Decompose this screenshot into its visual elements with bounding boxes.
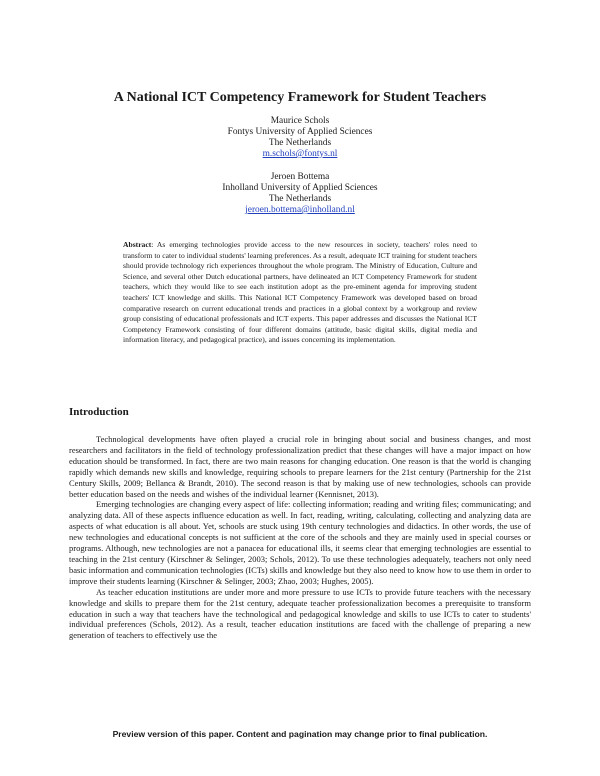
author-name: Maurice Schols bbox=[270, 116, 330, 126]
section-heading-introduction: Introduction bbox=[69, 406, 129, 418]
paragraph: As teacher education institutions are under more and more pressure to use ICTs to provide future teachers with the necessary knowledge and skills to prepare them for the 21st century, adequate teacher professionalization becomes a prerequisite to transform education in such a way that teachers have the technological and pedagogical knowledge and skills to use ICTs to cater to students' individual preferences (Schols, 2012). As a result, teacher education institutions are faced with the challenge of preparing a new generation of teachers to effectively use the bbox=[69, 586, 531, 641]
author-country: The Netherlands bbox=[268, 194, 332, 204]
abstract-label: Abstract bbox=[123, 240, 152, 249]
author-email-link[interactable]: m.schols@fontys.nl bbox=[262, 149, 338, 159]
author-name: Jeroen Bottema bbox=[270, 172, 330, 182]
author-affiliation: Inholland University of Applied Sciences bbox=[222, 183, 378, 193]
author-email-link[interactable]: jeroen.bottema@inholland.nl bbox=[245, 205, 355, 215]
author-country: The Netherlands bbox=[268, 138, 332, 148]
author-2 bbox=[0, 172, 600, 216]
paper-title: A National ICT Competency Framework for Student Teachers bbox=[113, 90, 487, 105]
abstract-text: : As emerging technologies provide access to the new resources in society, teachers' roles need to transform to cater to individual students' learning preferences. As a result, adequate ICT training for student teachers should provide technology rich experiences throughout the whole program. The Ministry of Education, Culture and Science, and several other Dutch educational partners, have delineated an ICT Competency Framework for student teachers, which they would like to see each institution adopt as the pre-eminent agenda for improving student teachers' ICT knowledge and skills. This National ICT Competency Framework was developed based on broad comparative research on current educational trends and practices in a global context by a workgroup and review group consisting of educational professionals and ICT experts. This paper addresses and discusses the National ICT Competency Framework consisting of four different domains (attitude, basic digital skills, digital media and information literacy, and pedagogical practice), and issues concerning its implementation. bbox=[123, 240, 477, 345]
introduction-body bbox=[69, 434, 531, 641]
author-1 bbox=[0, 116, 600, 160]
paragraph: Technological developments have often played a crucial role in bringing about social and business changes, and most researchers and facilitators in the field of technology professionalization predict that these changes will have a major impact on how education should be transformed. In fact, there are two main reasons for changing education. One reason is that the world is changing rapidly which demands new skills and knowledge, requiring schools to prepare learners for the 21st century (Partnership for the 21st Century Skills, 2009; Bellanca & Brandt, 2010). The second reason is that by making use of new technologies, schools can provide better education based on the needs and wishes of the individual learner (Kennisnet, 2013). bbox=[69, 434, 531, 499]
preview-footer-notice: Preview version of this paper. Content and pagination may change prior to final publication. bbox=[112, 729, 488, 739]
abstract bbox=[123, 240, 477, 346]
paragraph: Emerging technologies are changing every aspect of life: collecting information; reading and writing files; communicating; and analyzing data. All of these aspects influence education as well. In fact, reading, writing, calculating, collecting and analyzing data are aspects of what education is all about. Yet, schools are stuck using 19th century technologies and didactics. In other words, the use of new technologies and educational concepts is not sufficient at the core of the schools and they are mainly used in special courses or programs. Although, new technologies are not a panacea for educational ills, it seems clear that emerging technologies are essential to teaching in the 21st century (Kirschner & Selinger, 2003; Schols, 2012). To use these technologies adequately, teachers not only need basic information and communication technologies (ICTs) skills and knowledge but they also need to know how to use them in order to improve their students learning (Kirschner & Selinger, 2003; Zhao, 2003; Hughes, 2005). bbox=[69, 499, 531, 586]
author-affiliation: Fontys University of Applied Sciences bbox=[227, 127, 373, 137]
